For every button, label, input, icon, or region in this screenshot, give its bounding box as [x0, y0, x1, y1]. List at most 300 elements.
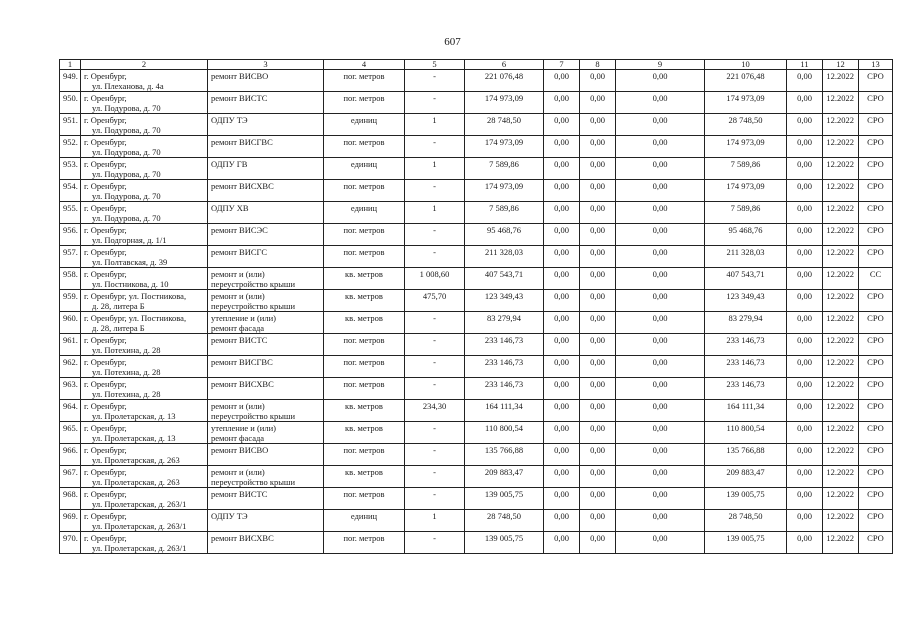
budget-cell: 0,00 — [580, 356, 616, 378]
work-type-cell — [208, 136, 324, 158]
unit-cell: пог. метров — [324, 70, 405, 92]
quantity-cell: - — [405, 224, 465, 246]
table-row — [60, 444, 893, 466]
fund-cell: 0,00 — [544, 356, 580, 378]
completion-date-cell: 12.2022 — [823, 92, 859, 114]
row-number-cell: 969. — [60, 510, 81, 532]
total-cost-cell: 139 005,75 — [465, 488, 544, 510]
address-cell-line-1: г. Оренбург, — [84, 445, 127, 455]
address-cell-line-1: г. Оренбург, — [84, 511, 127, 521]
work-type-cell — [208, 92, 324, 114]
row-number-cell: 950. — [60, 92, 81, 114]
fund-type-cell: СРО — [859, 114, 893, 136]
row-number-cell: 955. — [60, 202, 81, 224]
address-cell-line-2: ул. Пролетарская, д. 13 — [92, 411, 176, 421]
column-number-header: 7 — [544, 60, 580, 70]
address-cell-line-1: г. Оренбург, — [84, 401, 127, 411]
work-type-cell-line-2: переустройство крыши — [211, 411, 296, 421]
completion-date-cell: 12.2022 — [823, 488, 859, 510]
quantity-cell: 1 — [405, 114, 465, 136]
fund-cell: 0,00 — [544, 290, 580, 312]
column-number-header: 1 — [60, 60, 81, 70]
work-type-cell — [208, 202, 324, 224]
completion-date-cell: 12.2022 — [823, 422, 859, 444]
fund-cell: 0,00 — [544, 510, 580, 532]
total-cost-cell: 174 973,09 — [465, 136, 544, 158]
fund-type-cell: СРО — [859, 180, 893, 202]
local-budget-cell: 0,00 — [616, 136, 705, 158]
other-funds-cell: 0,00 — [787, 92, 823, 114]
address-cell — [81, 224, 208, 246]
table-row — [60, 378, 893, 400]
total-cost-cell: 174 973,09 — [465, 92, 544, 114]
address-cell-line-2: ул. Подурова, д. 70 — [92, 103, 161, 113]
address-cell — [81, 378, 208, 400]
completion-date-cell: 12.2022 — [823, 180, 859, 202]
address-cell-line-2: ул. Пролетарская, д. 263/1 — [92, 499, 187, 509]
local-budget-cell: 0,00 — [616, 246, 705, 268]
work-type-cell-line-1: ремонт ВИСГВС — [211, 137, 273, 147]
work-type-cell — [208, 510, 324, 532]
table-row — [60, 202, 893, 224]
row-number-cell: 967. — [60, 466, 81, 488]
fund-cell: 0,00 — [544, 202, 580, 224]
fund-type-cell: СРО — [859, 444, 893, 466]
address-cell-line-1: г. Оренбург, ул. Постникова, — [84, 313, 187, 323]
address-cell-line-2: ул. Пролетарская, д. 263/1 — [92, 543, 187, 553]
total-cost-cell: 164 111,34 — [465, 400, 544, 422]
row-number-cell: 964. — [60, 400, 81, 422]
address-cell-line-1: г. Оренбург, — [84, 467, 127, 477]
column-number-header: 13 — [859, 60, 893, 70]
quantity-cell: - — [405, 466, 465, 488]
address-cell-line-1: г. Оренбург, — [84, 137, 127, 147]
table-row — [60, 532, 893, 554]
quantity-cell: - — [405, 246, 465, 268]
row-number-cell: 966. — [60, 444, 81, 466]
total-cost-cell: 28 748,50 — [465, 510, 544, 532]
budget-cell: 0,00 — [580, 158, 616, 180]
work-type-cell-line-1: ремонт и (или) — [211, 291, 265, 301]
completion-date-cell: 12.2022 — [823, 334, 859, 356]
address-cell-line-2: ул. Постникова, д. 10 — [92, 279, 169, 289]
local-budget-cell: 0,00 — [616, 532, 705, 554]
address-cell — [81, 444, 208, 466]
column-number-header: 5 — [405, 60, 465, 70]
table-row — [60, 246, 893, 268]
row-number-cell: 956. — [60, 224, 81, 246]
work-type-cell-line-2: переустройство крыши — [211, 279, 296, 289]
total-cost-cell: 95 468,76 — [465, 224, 544, 246]
work-type-cell-line-2: переустройство крыши — [211, 477, 296, 487]
local-budget-cell: 0,00 — [616, 268, 705, 290]
table-row — [60, 136, 893, 158]
row-number-cell: 954. — [60, 180, 81, 202]
work-type-cell-line-1: ремонт ВИСГС — [211, 247, 267, 257]
budget-cell: 0,00 — [580, 246, 616, 268]
other-funds-cell: 0,00 — [787, 268, 823, 290]
address-cell-line-2: ул. Подурова, д. 70 — [92, 147, 161, 157]
fund-cell: 0,00 — [544, 180, 580, 202]
address-cell-line-2: ул. Подурова, д. 70 — [92, 169, 161, 179]
local-budget-cell: 0,00 — [616, 312, 705, 334]
total-cost-cell: 7 589,86 — [465, 202, 544, 224]
quantity-cell: 475,70 — [405, 290, 465, 312]
work-type-cell-line-1: ремонт ВИСХВС — [211, 181, 274, 191]
quantity-cell: - — [405, 488, 465, 510]
owners-funds-cell: 28 748,50 — [705, 114, 787, 136]
address-cell — [81, 70, 208, 92]
work-type-cell-line-1: ремонт ВИСВО — [211, 71, 269, 81]
unit-cell: пог. метров — [324, 378, 405, 400]
address-cell-line-2: ул. Потехина, д. 28 — [92, 345, 161, 355]
work-type-cell-line-1: ремонт ВИСЭС — [211, 225, 268, 235]
total-cost-cell: 110 800,54 — [465, 422, 544, 444]
unit-cell: пог. метров — [324, 356, 405, 378]
owners-funds-cell: 209 883,47 — [705, 466, 787, 488]
column-number-header: 11 — [787, 60, 823, 70]
row-number-cell: 952. — [60, 136, 81, 158]
address-cell — [81, 312, 208, 334]
column-number-header: 3 — [208, 60, 324, 70]
budget-cell: 0,00 — [580, 466, 616, 488]
owners-funds-cell: 233 146,73 — [705, 378, 787, 400]
column-number-header: 8 — [580, 60, 616, 70]
budget-cell: 0,00 — [580, 180, 616, 202]
unit-cell: единиц — [324, 510, 405, 532]
address-cell-line-2: д. 28, литера Б — [92, 323, 145, 333]
local-budget-cell: 0,00 — [616, 356, 705, 378]
owners-funds-cell: 211 328,03 — [705, 246, 787, 268]
local-budget-cell: 0,00 — [616, 202, 705, 224]
fund-type-cell: СРО — [859, 422, 893, 444]
quantity-cell: - — [405, 92, 465, 114]
quantity-cell: - — [405, 180, 465, 202]
address-cell-line-1: г. Оренбург, — [84, 93, 127, 103]
fund-cell: 0,00 — [544, 312, 580, 334]
column-number-header: 10 — [705, 60, 787, 70]
work-type-cell — [208, 422, 324, 444]
fund-type-cell: СРО — [859, 334, 893, 356]
work-type-cell-line-1: ОДПУ ХВ — [211, 203, 249, 213]
budget-cell: 0,00 — [580, 422, 616, 444]
row-number-cell: 962. — [60, 356, 81, 378]
local-budget-cell: 0,00 — [616, 70, 705, 92]
table-row — [60, 290, 893, 312]
address-cell — [81, 246, 208, 268]
work-type-cell — [208, 158, 324, 180]
other-funds-cell: 0,00 — [787, 70, 823, 92]
address-cell — [81, 290, 208, 312]
completion-date-cell: 12.2022 — [823, 136, 859, 158]
unit-cell: пог. метров — [324, 334, 405, 356]
work-type-cell — [208, 290, 324, 312]
completion-date-cell: 12.2022 — [823, 224, 859, 246]
address-cell-line-1: г. Оренбург, ул. Постникова, — [84, 291, 187, 301]
budget-cell: 0,00 — [580, 92, 616, 114]
table-row — [60, 224, 893, 246]
owners-funds-cell: 95 468,76 — [705, 224, 787, 246]
address-cell — [81, 180, 208, 202]
completion-date-cell: 12.2022 — [823, 268, 859, 290]
fund-type-cell: СРО — [859, 400, 893, 422]
owners-funds-cell: 174 973,09 — [705, 180, 787, 202]
address-cell-line-1: г. Оренбург, — [84, 71, 127, 81]
address-cell-line-2: ул. Пролетарская, д. 263/1 — [92, 521, 187, 531]
owners-funds-cell: 233 146,73 — [705, 334, 787, 356]
address-cell-line-2: ул. Потехина, д. 28 — [92, 367, 161, 377]
fund-type-cell: СРО — [859, 224, 893, 246]
work-type-cell-line-1: ремонт ВИСГВС — [211, 357, 273, 367]
column-number-header: 12 — [823, 60, 859, 70]
other-funds-cell: 0,00 — [787, 488, 823, 510]
completion-date-cell: 12.2022 — [823, 444, 859, 466]
unit-cell: кв. метров — [324, 466, 405, 488]
unit-cell: единиц — [324, 202, 405, 224]
work-type-cell — [208, 246, 324, 268]
budget-cell: 0,00 — [580, 488, 616, 510]
row-number-cell: 959. — [60, 290, 81, 312]
unit-cell: кв. метров — [324, 290, 405, 312]
other-funds-cell: 0,00 — [787, 334, 823, 356]
owners-funds-cell: 407 543,71 — [705, 268, 787, 290]
unit-cell: пог. метров — [324, 532, 405, 554]
owners-funds-cell: 174 973,09 — [705, 92, 787, 114]
unit-cell: пог. метров — [324, 92, 405, 114]
work-type-cell-line-1: ремонт ВИСТС — [211, 93, 268, 103]
column-number-header: 6 — [465, 60, 544, 70]
budget-cell: 0,00 — [580, 136, 616, 158]
fund-type-cell: СРО — [859, 136, 893, 158]
total-cost-cell: 7 589,86 — [465, 158, 544, 180]
completion-date-cell: 12.2022 — [823, 158, 859, 180]
owners-funds-cell: 135 766,88 — [705, 444, 787, 466]
budget-cell: 0,00 — [580, 444, 616, 466]
work-type-cell — [208, 378, 324, 400]
other-funds-cell: 0,00 — [787, 136, 823, 158]
owners-funds-cell: 7 589,86 — [705, 202, 787, 224]
owners-funds-cell: 174 973,09 — [705, 136, 787, 158]
completion-date-cell: 12.2022 — [823, 312, 859, 334]
quantity-cell: - — [405, 422, 465, 444]
quantity-cell: - — [405, 356, 465, 378]
row-number-cell: 963. — [60, 378, 81, 400]
local-budget-cell: 0,00 — [616, 444, 705, 466]
fund-type-cell: СРО — [859, 510, 893, 532]
quantity-cell: - — [405, 532, 465, 554]
owners-funds-cell: 110 800,54 — [705, 422, 787, 444]
quantity-cell: - — [405, 444, 465, 466]
unit-cell: пог. метров — [324, 488, 405, 510]
fund-type-cell: СРО — [859, 290, 893, 312]
address-cell-line-2: ул. Пролетарская, д. 263 — [92, 477, 180, 487]
local-budget-cell: 0,00 — [616, 180, 705, 202]
row-number-cell: 970. — [60, 532, 81, 554]
work-type-cell-line-2: переустройство крыши — [211, 301, 296, 311]
work-type-cell-line-1: ремонт ВИСХВС — [211, 533, 274, 543]
work-type-cell-line-1: ОДПУ ГВ — [211, 159, 248, 169]
table-row — [60, 400, 893, 422]
unit-cell: кв. метров — [324, 312, 405, 334]
unit-cell: пог. метров — [324, 224, 405, 246]
unit-cell: пог. метров — [324, 180, 405, 202]
local-budget-cell: 0,00 — [616, 400, 705, 422]
total-cost-cell: 139 005,75 — [465, 532, 544, 554]
address-cell — [81, 532, 208, 554]
address-cell-line-1: г. Оренбург, — [84, 533, 127, 543]
other-funds-cell: 0,00 — [787, 466, 823, 488]
work-type-cell — [208, 224, 324, 246]
quantity-cell: 1 008,60 — [405, 268, 465, 290]
completion-date-cell: 12.2022 — [823, 114, 859, 136]
fund-cell: 0,00 — [544, 70, 580, 92]
work-type-cell — [208, 466, 324, 488]
fund-cell: 0,00 — [544, 532, 580, 554]
address-cell-line-2: ул. Подурова, д. 70 — [92, 191, 161, 201]
total-cost-cell: 209 883,47 — [465, 466, 544, 488]
table-row — [60, 422, 893, 444]
completion-date-cell: 12.2022 — [823, 290, 859, 312]
fund-cell: 0,00 — [544, 334, 580, 356]
address-cell — [81, 400, 208, 422]
address-cell-line-2: ул. Подурова, д. 70 — [92, 213, 161, 223]
owners-funds-cell: 139 005,75 — [705, 488, 787, 510]
column-number-row — [60, 60, 893, 70]
column-number-header: 2 — [81, 60, 208, 70]
owners-funds-cell: 123 349,43 — [705, 290, 787, 312]
budget-cell: 0,00 — [580, 202, 616, 224]
work-type-cell — [208, 356, 324, 378]
quantity-cell: 1 — [405, 202, 465, 224]
table-row — [60, 158, 893, 180]
total-cost-cell: 233 146,73 — [465, 378, 544, 400]
fund-cell: 0,00 — [544, 224, 580, 246]
owners-funds-cell: 221 076,48 — [705, 70, 787, 92]
local-budget-cell: 0,00 — [616, 510, 705, 532]
unit-cell: кв. метров — [324, 400, 405, 422]
work-type-cell-line-1: утепление и (или) — [211, 423, 276, 433]
budget-cell: 0,00 — [580, 510, 616, 532]
other-funds-cell: 0,00 — [787, 510, 823, 532]
fund-type-cell: СРО — [859, 70, 893, 92]
owners-funds-cell: 83 279,94 — [705, 312, 787, 334]
local-budget-cell: 0,00 — [616, 114, 705, 136]
work-type-cell-line-1: ремонт ВИСТС — [211, 335, 268, 345]
fund-type-cell: СРО — [859, 532, 893, 554]
quantity-cell: 1 — [405, 158, 465, 180]
unit-cell: кв. метров — [324, 422, 405, 444]
address-cell — [81, 202, 208, 224]
quantity-cell: - — [405, 136, 465, 158]
local-budget-cell: 0,00 — [616, 224, 705, 246]
total-cost-cell: 83 279,94 — [465, 312, 544, 334]
other-funds-cell: 0,00 — [787, 444, 823, 466]
table-row — [60, 466, 893, 488]
owners-funds-cell: 233 146,73 — [705, 356, 787, 378]
address-cell-line-2: ул. Подурова, д. 70 — [92, 125, 161, 135]
table-row — [60, 268, 893, 290]
row-number-cell: 960. — [60, 312, 81, 334]
other-funds-cell: 0,00 — [787, 378, 823, 400]
fund-type-cell: СРО — [859, 92, 893, 114]
budget-cell: 0,00 — [580, 334, 616, 356]
address-cell-line-2: ул. Плеханова, д. 4а — [92, 81, 164, 91]
fund-cell: 0,00 — [544, 246, 580, 268]
fund-cell: 0,00 — [544, 466, 580, 488]
quantity-cell: 1 — [405, 510, 465, 532]
local-budget-cell: 0,00 — [616, 466, 705, 488]
address-cell-line-1: г. Оренбург, — [84, 269, 127, 279]
other-funds-cell: 0,00 — [787, 114, 823, 136]
quantity-cell: 234,30 — [405, 400, 465, 422]
completion-date-cell: 12.2022 — [823, 70, 859, 92]
table-row — [60, 70, 893, 92]
completion-date-cell: 12.2022 — [823, 466, 859, 488]
local-budget-cell: 0,00 — [616, 488, 705, 510]
fund-type-cell: СРО — [859, 488, 893, 510]
total-cost-cell: 174 973,09 — [465, 180, 544, 202]
fund-cell: 0,00 — [544, 444, 580, 466]
other-funds-cell: 0,00 — [787, 312, 823, 334]
budget-cell: 0,00 — [580, 378, 616, 400]
address-cell-line-1: г. Оренбург, — [84, 335, 127, 345]
work-type-cell-line-1: ремонт и (или) — [211, 269, 265, 279]
other-funds-cell: 0,00 — [787, 532, 823, 554]
row-number-cell: 958. — [60, 268, 81, 290]
completion-date-cell: 12.2022 — [823, 510, 859, 532]
other-funds-cell: 0,00 — [787, 202, 823, 224]
total-cost-cell: 28 748,50 — [465, 114, 544, 136]
row-number-cell: 957. — [60, 246, 81, 268]
address-cell-line-1: г. Оренбург, — [84, 357, 127, 367]
address-cell-line-2: д. 28, литера Б — [92, 301, 145, 311]
unit-cell: пог. метров — [324, 136, 405, 158]
work-type-cell — [208, 268, 324, 290]
total-cost-cell: 233 146,73 — [465, 334, 544, 356]
work-type-cell-line-1: ОДПУ ТЭ — [211, 511, 248, 521]
work-type-cell — [208, 488, 324, 510]
address-cell-line-2: ул. Полтавская, д. 39 — [92, 257, 168, 267]
work-type-cell — [208, 444, 324, 466]
unit-cell: кв. метров — [324, 268, 405, 290]
local-budget-cell: 0,00 — [616, 334, 705, 356]
completion-date-cell: 12.2022 — [823, 378, 859, 400]
row-number-cell: 965. — [60, 422, 81, 444]
total-cost-cell: 123 349,43 — [465, 290, 544, 312]
work-type-cell — [208, 114, 324, 136]
table-row — [60, 114, 893, 136]
work-type-cell-line-1: ремонт ВИСВО — [211, 445, 269, 455]
other-funds-cell: 0,00 — [787, 400, 823, 422]
work-type-cell-line-1: ремонт и (или) — [211, 467, 265, 477]
address-cell-line-1: г. Оренбург, — [84, 423, 127, 433]
quantity-cell: - — [405, 378, 465, 400]
address-cell — [81, 136, 208, 158]
address-cell — [81, 92, 208, 114]
address-cell-line-1: г. Оренбург, — [84, 489, 127, 499]
address-cell-line-1: г. Оренбург, — [84, 181, 127, 191]
work-type-cell-line-1: ремонт ВИСТС — [211, 489, 268, 499]
fund-cell: 0,00 — [544, 136, 580, 158]
row-number-cell: 968. — [60, 488, 81, 510]
total-cost-cell: 407 543,71 — [465, 268, 544, 290]
address-cell-line-1: г. Оренбург, — [84, 115, 127, 125]
address-cell-line-1: г. Оренбург, — [84, 203, 127, 213]
quantity-cell: - — [405, 334, 465, 356]
other-funds-cell: 0,00 — [787, 356, 823, 378]
other-funds-cell: 0,00 — [787, 158, 823, 180]
owners-funds-cell: 164 111,34 — [705, 400, 787, 422]
